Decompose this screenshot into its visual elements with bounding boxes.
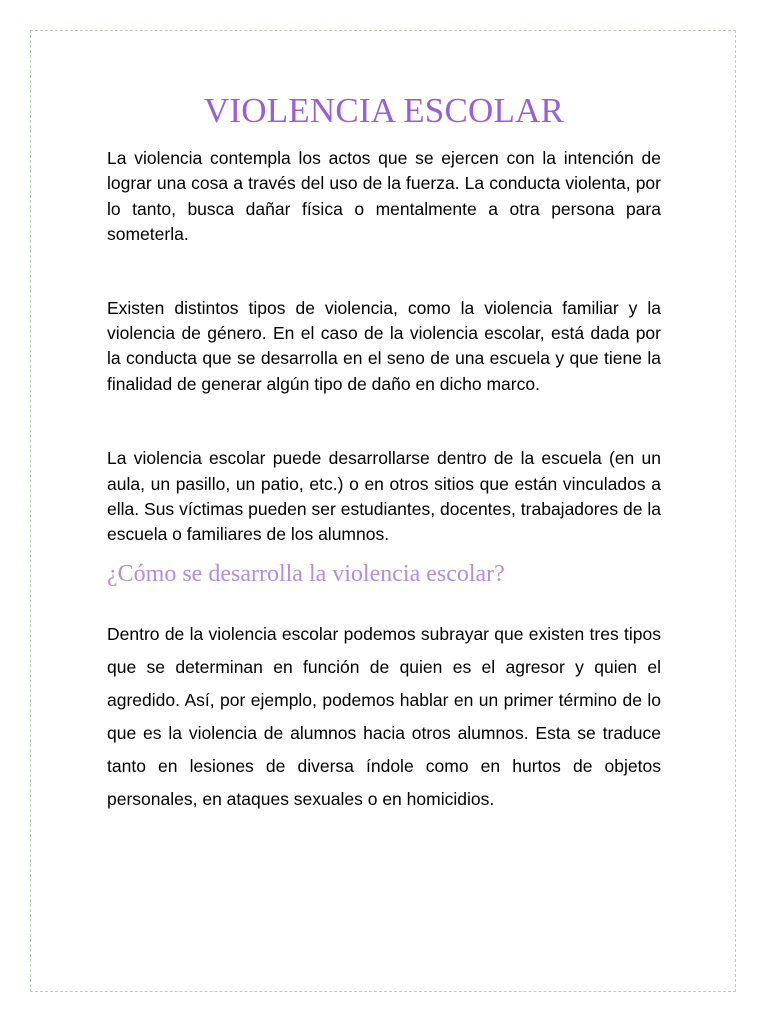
paragraph-intro: La violencia contempla los actos que se ejercen con la intención de lograr una cosa a través del uso de la fuerza. La conducta violenta, por lo tanto, busca dañar física o mentalmente a otra persona para someterla. <box>107 148 661 245</box>
paragraph-types: Existen distintos tipos de violencia, como la violencia familiar y la violencia de género. En el caso de la violencia escolar, está dada por la conducta que se desarrolla en el seno de una escuela y que tiene la finalidad de generar algún tipo de daño en dicho marco. <box>107 297 661 394</box>
paragraph-locations: La violencia escolar puede desarrollarse dentro de la escuela (en un aula, un pasillo, un patio, etc.) o en otros sitios que están vinculados a ella. Sus víctimas pueden ser estudiantes, docentes, trabajadores de la escuela o familiares de los alumnos. <box>107 448 661 545</box>
document-body <box>107 85 661 816</box>
paragraph-development: Dentro de la violencia escolar podemos subrayar que existen tres tipos que se determinan en función de quien es el agresor y quien el agredido. Así, por ejemplo, podemos hablar en un primer término de lo que es la violencia de alumnos hacia otros alumnos. Esta se traduce tanto en lesiones de diversa índole como en hurtos de objetos personales, en ataques sexuales o en homicidios. <box>107 623 661 809</box>
section-heading: ¿Cómo se desarrolla la violencia escolar? <box>107 560 505 587</box>
document-title: VIOLENCIA ESCOLAR <box>203 91 565 130</box>
